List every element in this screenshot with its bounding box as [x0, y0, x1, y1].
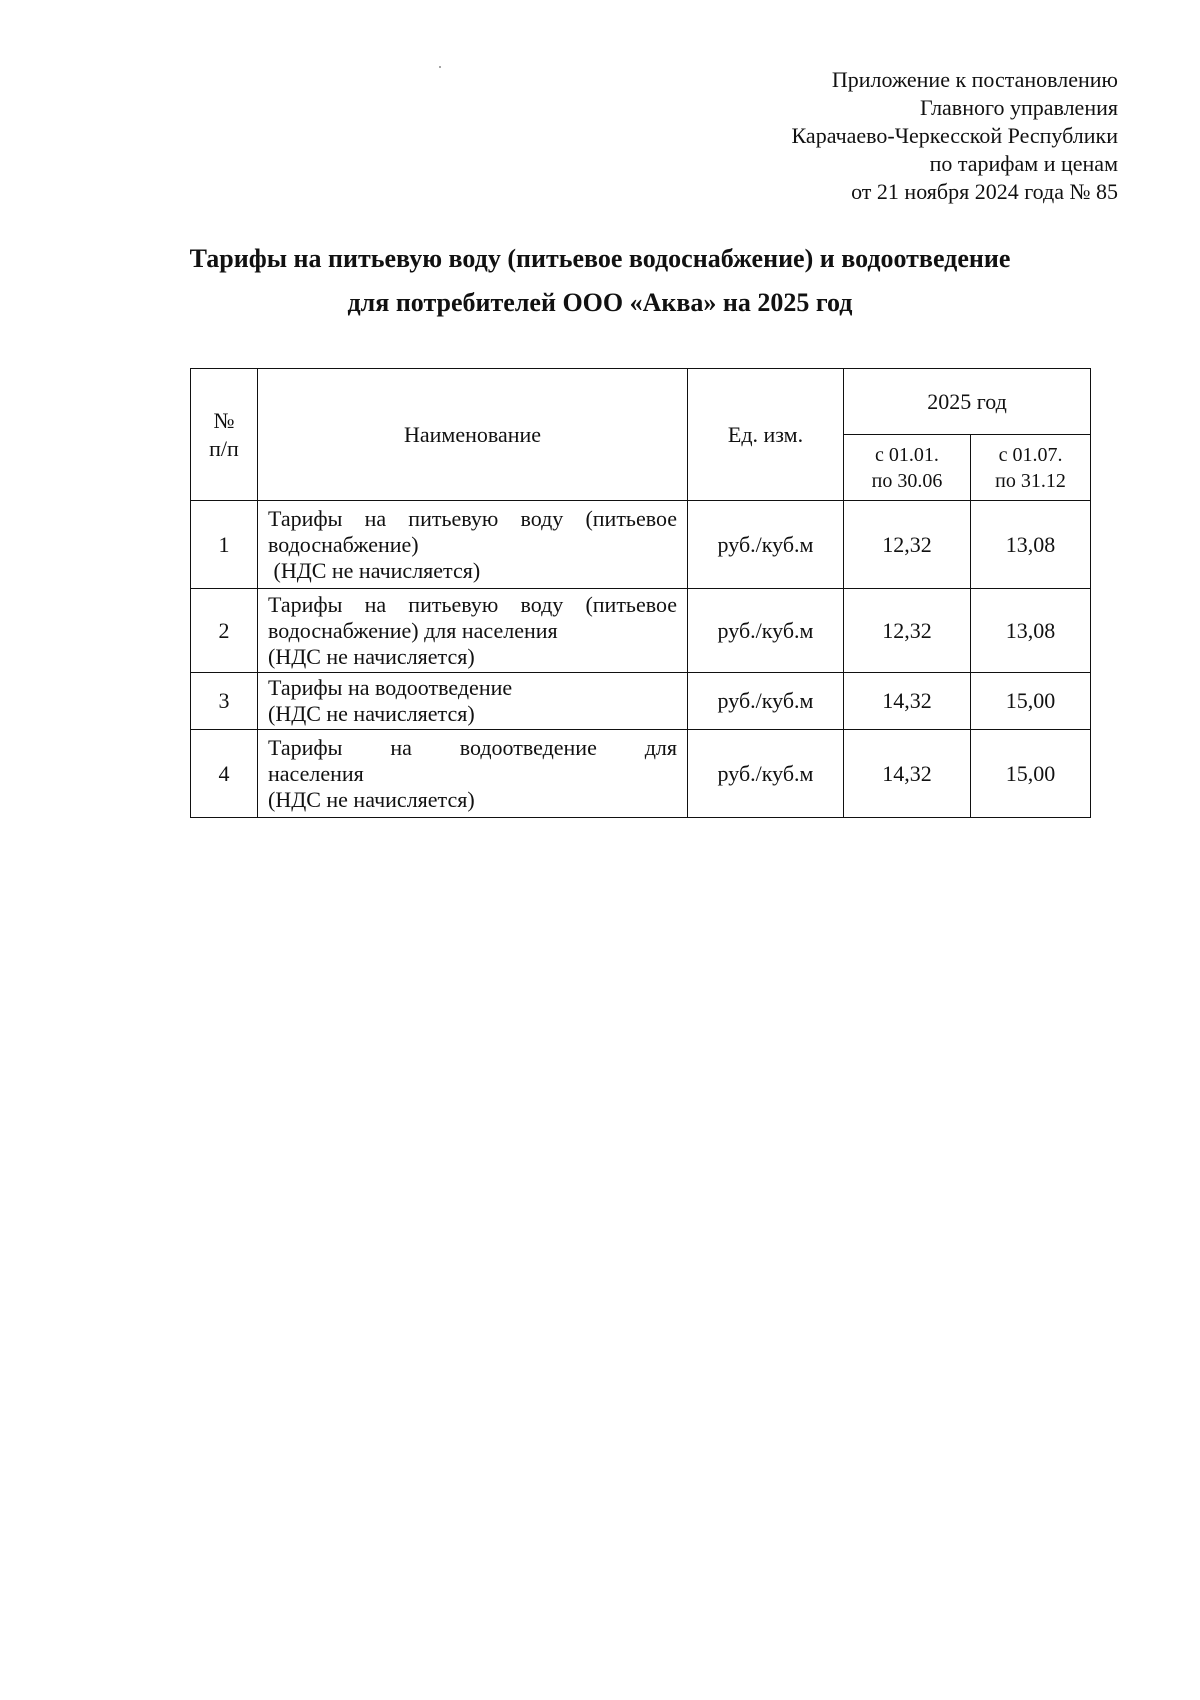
row-num: 1: [191, 501, 258, 589]
row-unit: руб./куб.м: [688, 730, 844, 818]
appendix-line: Карачаево-Черкесской Республики: [791, 123, 1118, 148]
table-header-row: [191, 369, 1091, 435]
header-num-line: №: [213, 407, 235, 433]
header-period-1: [844, 435, 971, 501]
period-line: с 01.07.: [998, 443, 1063, 466]
row-num: 2: [191, 589, 258, 673]
appendix-line: Приложение к постановлению: [831, 67, 1118, 92]
row-name-line: населения: [268, 760, 364, 786]
row-name-line: Тарифы на водоотведение для: [268, 734, 677, 760]
appendix-reference: [792, 66, 1118, 206]
period-line: по 31.12: [995, 469, 1066, 492]
row-name-line: (НДС не начисляется): [268, 786, 475, 812]
table-row: [191, 730, 1091, 818]
table-row: [191, 673, 1091, 730]
title-line: для потребителей ООО «Аква» на 2025 год: [347, 288, 853, 317]
table-row: [191, 589, 1091, 673]
row-period-2-value: 15,00: [971, 730, 1091, 818]
row-period-1-value: 12,32: [844, 501, 971, 589]
row-period-2-value: 13,08: [971, 501, 1091, 589]
scan-speck: [439, 66, 441, 68]
row-period-1-value: 12,32: [844, 589, 971, 673]
document-title: [100, 237, 1100, 325]
row-period-1-value: 14,32: [844, 673, 971, 730]
row-unit: руб./куб.м: [688, 501, 844, 589]
row-name-line: (НДС не начисляется): [268, 701, 475, 726]
header-period-2: [971, 435, 1091, 501]
title-line: Тарифы на питьевую воду (питьевое водоснабжение) и водоотведение: [189, 244, 1011, 273]
row-name-line: (НДС не начисляется): [268, 643, 475, 669]
row-name: [258, 730, 688, 818]
row-name-line: (НДС не начисляется): [268, 557, 481, 583]
header-unit: Ед. изм.: [688, 369, 844, 501]
row-name-line: Тарифы на питьевую воду (питьевое: [268, 505, 677, 531]
row-num: 3: [191, 673, 258, 730]
header-num: [191, 369, 258, 501]
row-name-line: Тарифы на водоотведение: [268, 675, 513, 700]
row-unit: руб./куб.м: [688, 589, 844, 673]
appendix-line: Главного управления: [920, 95, 1118, 120]
table-row: [191, 501, 1091, 589]
row-name: [258, 673, 688, 730]
row-period-1-value: 14,32: [844, 730, 971, 818]
row-period-2-value: 15,00: [971, 673, 1091, 730]
row-unit: руб./куб.м: [688, 673, 844, 730]
tariff-table: [190, 368, 1091, 818]
row-name-line: Тарифы на питьевую воду (питьевое: [268, 591, 677, 617]
row-name-line: водоснабжение) для населения: [268, 617, 558, 643]
header-num-line: п/п: [209, 435, 239, 461]
header-year: 2025 год: [844, 369, 1091, 435]
appendix-line: по тарифам и ценам: [929, 151, 1118, 176]
period-line: с 01.01.: [875, 443, 939, 466]
row-name: [258, 501, 688, 589]
period-line: по 30.06: [871, 469, 943, 492]
row-period-2-value: 13,08: [971, 589, 1091, 673]
row-name-line: водоснабжение): [268, 531, 419, 557]
row-num: 4: [191, 730, 258, 818]
row-name: [258, 589, 688, 673]
header-name: Наименование: [258, 369, 688, 501]
appendix-line: от 21 ноября 2024 года № 85: [851, 179, 1118, 204]
